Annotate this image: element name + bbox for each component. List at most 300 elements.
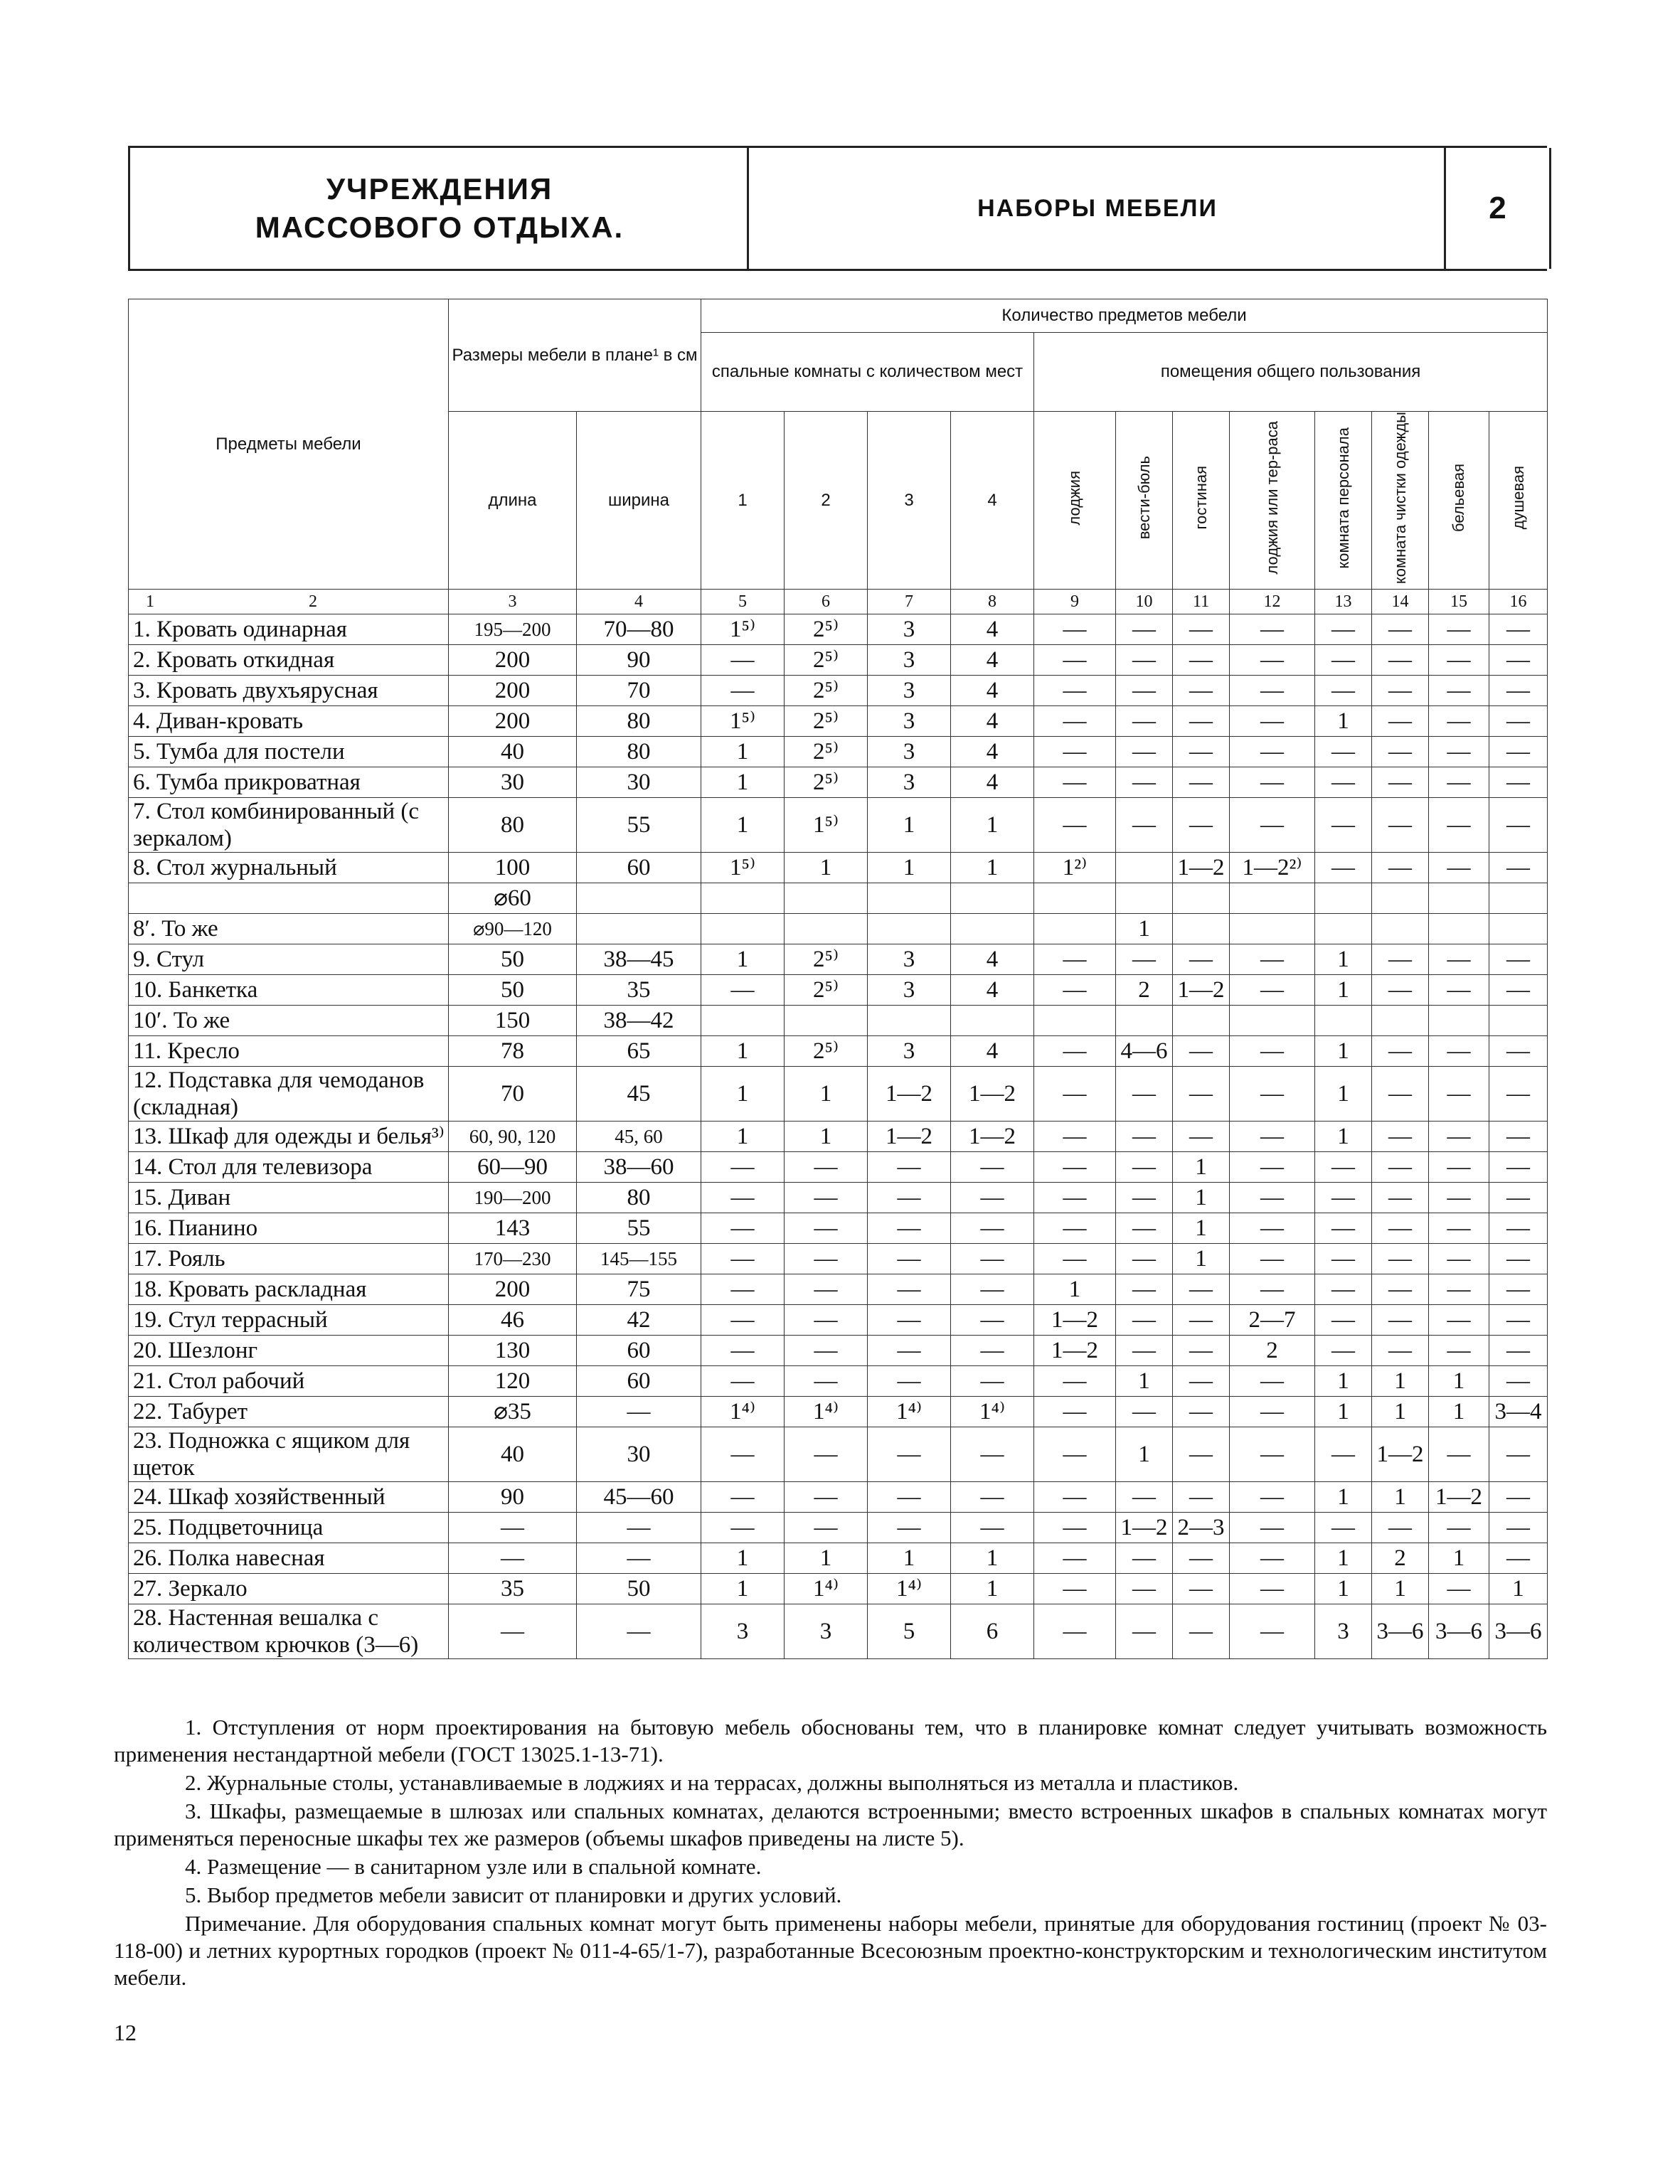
column-number: 12	[1230, 590, 1315, 614]
table-cell	[1034, 883, 1116, 914]
table-cell: —	[577, 1604, 701, 1659]
table-cell: —	[785, 1305, 868, 1336]
table-cell: —	[701, 1482, 785, 1513]
table-cell	[1372, 914, 1429, 944]
table-cell: —	[701, 975, 785, 1006]
table-cell	[1116, 853, 1173, 883]
table-cell: —	[785, 1152, 868, 1183]
header-sheet-number: 2	[1444, 148, 1551, 269]
table-cell: —	[1173, 1543, 1230, 1574]
table-cell: —	[1429, 1244, 1489, 1274]
table-cell: —	[1429, 1336, 1489, 1366]
table-cell: 60	[577, 1366, 701, 1397]
table-cell: —	[1034, 767, 1116, 798]
bed-col-1: 1	[701, 412, 785, 590]
table-cell: 200	[449, 706, 577, 737]
table-body	[129, 614, 1548, 1659]
table-cell: —	[1315, 767, 1372, 798]
table-cell: —	[701, 1213, 785, 1244]
table-cell	[785, 914, 868, 944]
table-cell: —	[1034, 1366, 1116, 1397]
table-row	[129, 1122, 1548, 1152]
furniture-name: 2. Кровать откидная	[129, 645, 449, 676]
table-cell: —	[1173, 645, 1230, 676]
table-cell	[1489, 914, 1548, 944]
table-cell: —	[1489, 1274, 1548, 1305]
table-cell: —	[1489, 1513, 1548, 1543]
table-cell: —	[1230, 614, 1315, 645]
bed-col-2: 2	[785, 412, 868, 590]
column-number: 10	[1116, 590, 1173, 614]
table-cell: —	[1116, 1397, 1173, 1427]
table-cell: 70—80	[577, 614, 701, 645]
table-cell: —	[951, 1336, 1034, 1366]
table-cell: —	[1116, 706, 1173, 737]
table-row	[129, 1274, 1548, 1305]
table-cell: —	[1429, 944, 1489, 975]
table-cell: —	[1116, 1274, 1173, 1305]
table-cell: —	[1429, 1152, 1489, 1183]
table-cell: 45, 60	[577, 1122, 701, 1152]
table-cell: 130	[449, 1336, 577, 1366]
table-cell: —	[1372, 1305, 1429, 1336]
table-row	[129, 798, 1548, 853]
table-cell: —	[1116, 944, 1173, 975]
table-cell: —	[1429, 1574, 1489, 1604]
table-cell: —	[1034, 1543, 1116, 1574]
table-cell: 3	[785, 1604, 868, 1659]
table-cell	[951, 914, 1034, 944]
table-cell: —	[1034, 944, 1116, 975]
table-cell: —	[1429, 1427, 1489, 1482]
table-cell	[1315, 1006, 1372, 1036]
table-cell: —	[868, 1305, 951, 1336]
table-row	[129, 706, 1548, 737]
table-cell: —	[701, 1183, 785, 1213]
bed-col-4: 4	[951, 412, 1034, 590]
table-cell: —	[1230, 1122, 1315, 1152]
table-cell	[1489, 1006, 1548, 1036]
table-cell: —	[1230, 676, 1315, 706]
table-cell: —	[1034, 706, 1116, 737]
table-cell: —	[1372, 853, 1429, 883]
page-number: 12	[114, 2020, 137, 2045]
table-cell: 30	[577, 767, 701, 798]
table-cell: —	[1429, 737, 1489, 767]
table-cell: —	[1034, 975, 1116, 1006]
table-cell: 1	[1315, 1067, 1372, 1122]
table-cell: 200	[449, 676, 577, 706]
footnotes	[114, 1714, 1547, 1993]
table-cell: 150	[449, 1006, 577, 1036]
table-cell: 2	[1230, 1336, 1315, 1366]
furniture-name: 18. Кровать раскладная	[129, 1274, 449, 1305]
table-cell: 1	[1315, 1574, 1372, 1604]
table-cell	[1230, 1006, 1315, 1036]
table-cell: 1	[1489, 1574, 1548, 1604]
table-cell: 2—7	[1230, 1305, 1315, 1336]
table-cell: —	[1230, 1513, 1315, 1543]
table-cell	[577, 883, 701, 914]
table-cell: —	[1034, 1427, 1116, 1482]
table-cell: 1	[701, 1067, 785, 1122]
table-cell: —	[1429, 853, 1489, 883]
table-cell: 1	[868, 853, 951, 883]
table-cell: —	[1372, 1244, 1429, 1274]
table-cell: —	[785, 1274, 868, 1305]
table-row	[129, 1482, 1548, 1513]
table-cell: 1	[1372, 1574, 1429, 1604]
page-header	[128, 146, 1547, 271]
table-cell	[785, 883, 868, 914]
table-cell	[1034, 914, 1116, 944]
table-cell: —	[1173, 798, 1230, 853]
table-cell: 80	[577, 1183, 701, 1213]
table-row	[129, 1036, 1548, 1067]
table-cell: —	[1034, 1397, 1116, 1427]
table-cell: 2⁵⁾	[785, 767, 868, 798]
table-cell: —	[1173, 706, 1230, 737]
width-header: ширина	[577, 412, 701, 590]
table-cell: —	[701, 1244, 785, 1274]
furniture-name: 17. Рояль	[129, 1244, 449, 1274]
public-col-lounge: гостиная	[1191, 466, 1210, 530]
table-cell: 1²⁾	[1034, 853, 1116, 883]
table-cell: 4	[951, 1036, 1034, 1067]
table-cell: 1	[1116, 1366, 1173, 1397]
table-cell: 4	[951, 737, 1034, 767]
table-cell: 1	[785, 1067, 868, 1122]
table-cell: 1⁵⁾	[701, 614, 785, 645]
table-cell: 1	[701, 737, 785, 767]
table-cell: —	[1116, 798, 1173, 853]
table-cell: —	[1034, 798, 1116, 853]
table-cell: —	[701, 1366, 785, 1397]
table-cell: —	[1230, 1482, 1315, 1513]
table-cell: 1	[701, 1122, 785, 1152]
table-cell	[1230, 914, 1315, 944]
table-cell: 1—2	[1116, 1513, 1173, 1543]
table-cell: 1	[1173, 1152, 1230, 1183]
table-cell: 42	[577, 1305, 701, 1336]
table-cell: —	[1230, 1036, 1315, 1067]
table-row	[129, 614, 1548, 645]
column-number: 9	[1034, 590, 1116, 614]
table-cell: —	[1372, 1152, 1429, 1183]
table-cell: 1	[1372, 1482, 1429, 1513]
table-cell: 1	[1429, 1397, 1489, 1427]
table-cell: 1	[701, 1574, 785, 1604]
furniture-name: 26. Полка навесная	[129, 1543, 449, 1574]
table-row	[129, 1067, 1548, 1122]
table-cell: 50	[577, 1574, 701, 1604]
table-cell: —	[1372, 1336, 1429, 1366]
table-cell: —	[1230, 1067, 1315, 1122]
table-cell: —	[1034, 676, 1116, 706]
table-cell: —	[785, 1244, 868, 1274]
table-cell: —	[1230, 1604, 1315, 1659]
table-cell: —	[1116, 1183, 1173, 1213]
table-cell: 1—2	[1034, 1305, 1116, 1336]
table-row	[129, 914, 1548, 944]
furniture-name: 21. Стол рабочий	[129, 1366, 449, 1397]
table-cell: —	[1116, 1244, 1173, 1274]
furniture-name: 28. Настенная вешалка с количеством крючков (3—6)	[129, 1604, 449, 1659]
table-cell: —	[1489, 1183, 1548, 1213]
table-cell: —	[1429, 1274, 1489, 1305]
table-cell: —	[1034, 1183, 1116, 1213]
column-number: 7	[868, 590, 951, 614]
table-cell: 60, 90, 120	[449, 1122, 577, 1152]
table-cell: 1	[1315, 706, 1372, 737]
table-cell: 1	[1173, 1183, 1230, 1213]
table-cell: 70	[449, 1067, 577, 1122]
table-cell: 80	[577, 737, 701, 767]
table-cell: 100	[449, 853, 577, 883]
furniture-name: 23. Подножка с ящиком для щеток	[129, 1427, 449, 1482]
table-cell: —	[785, 1482, 868, 1513]
table-cell: —	[1372, 737, 1429, 767]
table-cell: 1	[785, 1122, 868, 1152]
table-cell: 1	[951, 1574, 1034, 1604]
table-cell: —	[1315, 1244, 1372, 1274]
table-cell: —	[577, 1543, 701, 1574]
table-cell: 1	[868, 1543, 951, 1574]
table-cell: 55	[577, 1213, 701, 1244]
table-cell: —	[1489, 853, 1548, 883]
table-cell: —	[1429, 1183, 1489, 1213]
furniture-name: 24. Шкаф хозяйственный	[129, 1482, 449, 1513]
furniture-name: 14. Стол для телевизора	[129, 1152, 449, 1183]
table-cell: 90	[577, 645, 701, 676]
table-cell: —	[701, 1427, 785, 1482]
table-cell: —	[1315, 1427, 1372, 1482]
table-cell: —	[1034, 1244, 1116, 1274]
column-numbers-row	[129, 590, 1548, 614]
column-number: 1	[146, 592, 154, 612]
table-cell: —	[951, 1305, 1034, 1336]
table-cell: —	[1372, 706, 1429, 737]
table-cell: —	[577, 1397, 701, 1427]
table-cell: 2⁵⁾	[785, 975, 868, 1006]
table-cell: —	[1034, 1574, 1116, 1604]
table-cell: —	[701, 1513, 785, 1543]
table-cell	[868, 914, 951, 944]
bed-col-3: 3	[868, 412, 951, 590]
table-cell: 90	[449, 1482, 577, 1513]
table-cell: 4	[951, 975, 1034, 1006]
table-cell: —	[868, 1482, 951, 1513]
table-cell: 1⁴⁾	[785, 1397, 868, 1427]
table-cell: —	[1230, 1574, 1315, 1604]
table-cell: —	[1372, 645, 1429, 676]
table-cell: —	[868, 1336, 951, 1366]
table-cell: 1—2²⁾	[1230, 853, 1315, 883]
table-cell: 5	[868, 1604, 951, 1659]
table-cell: —	[785, 1366, 868, 1397]
table-cell: 1	[1372, 1366, 1429, 1397]
table-row	[129, 883, 1548, 914]
table-cell: —	[868, 1213, 951, 1244]
table-cell	[1429, 883, 1489, 914]
table-cell: —	[1372, 1067, 1429, 1122]
table-cell: —	[868, 1513, 951, 1543]
table-cell: 1	[1116, 1427, 1173, 1482]
table-cell: —	[951, 1183, 1034, 1213]
table-cell: 2—3	[1173, 1513, 1230, 1543]
table-cell: 1	[951, 1543, 1034, 1574]
table-cell: —	[1173, 1574, 1230, 1604]
table-cell: —	[1372, 1122, 1429, 1152]
table-cell: —	[1116, 614, 1173, 645]
table-row	[129, 1006, 1548, 1036]
sizes-header: Размеры мебели в плане¹ в см	[449, 299, 701, 412]
furniture-name: 8. Стол журнальный	[129, 853, 449, 883]
table-cell: —	[951, 1213, 1034, 1244]
table-cell: —	[1116, 1067, 1173, 1122]
table-cell: —	[1116, 737, 1173, 767]
table-cell: —	[1372, 614, 1429, 645]
table-cell: —	[701, 1336, 785, 1366]
table-cell: 1	[1315, 1543, 1372, 1574]
table-cell: —	[1116, 645, 1173, 676]
table-row	[129, 1244, 1548, 1274]
table-cell: 60	[577, 1336, 701, 1366]
table-cell: —	[1489, 1427, 1548, 1482]
furniture-table	[128, 299, 1548, 1659]
table-cell: 1	[701, 944, 785, 975]
table-cell: 1	[1315, 944, 1372, 975]
table-cell: —	[1489, 1482, 1548, 1513]
footnote: 3. Шкафы, размещаемые в шлюзах или спальных комнатах, делаются встроенными; вместо встроенных шкафов в спальных комнатах могут применяться переносные шкафы тех же размеров (объемы шкафов приведены на листе 5).	[114, 1799, 1547, 1850]
table-cell: —	[1489, 676, 1548, 706]
table-cell: —	[1230, 1244, 1315, 1274]
table-row	[129, 1305, 1548, 1336]
footnote: 5. Выбор предметов мебели зависит от планировки и других условий.	[185, 1882, 842, 1907]
table-cell	[1173, 914, 1230, 944]
table-cell: —	[449, 1604, 577, 1659]
furniture-name	[129, 883, 449, 914]
table-cell: 46	[449, 1305, 577, 1336]
table-cell: —	[701, 676, 785, 706]
table-cell	[1315, 883, 1372, 914]
table-cell: —	[1429, 767, 1489, 798]
header-title-line1: УЧРЕЖДЕНИЯ	[326, 172, 553, 206]
table-cell: —	[1429, 798, 1489, 853]
table-cell: 145—155	[577, 1244, 701, 1274]
table-cell: —	[1230, 1427, 1315, 1482]
table-cell	[1429, 1006, 1489, 1036]
table-cell: —	[1429, 1305, 1489, 1336]
table-cell	[1116, 1006, 1173, 1036]
table-cell	[951, 1006, 1034, 1036]
table-cell: 3	[868, 737, 951, 767]
table-cell: 1	[785, 853, 868, 883]
table-cell: —	[1116, 1122, 1173, 1152]
table-cell: —	[1315, 737, 1372, 767]
table-cell: 45—60	[577, 1482, 701, 1513]
table-cell: —	[1173, 1366, 1230, 1397]
table-cell	[1116, 883, 1173, 914]
table-cell: —	[1173, 1122, 1230, 1152]
table-cell: 4	[951, 944, 1034, 975]
table-row	[129, 645, 1548, 676]
column-number: 14	[1372, 590, 1429, 614]
table-cell: 3	[868, 1036, 951, 1067]
table-cell: —	[701, 1305, 785, 1336]
table-cell: —	[1230, 1397, 1315, 1427]
table-cell: —	[1116, 1543, 1173, 1574]
table-cell	[577, 914, 701, 944]
table-cell: —	[577, 1513, 701, 1543]
furniture-name: 8′. То же	[129, 914, 449, 944]
table-cell: —	[868, 1366, 951, 1397]
table-cell	[1372, 1006, 1429, 1036]
table-cell: —	[1173, 1336, 1230, 1366]
table-cell: 1	[1173, 1244, 1230, 1274]
table-cell: 4—6	[1116, 1036, 1173, 1067]
furniture-name: 15. Диван	[129, 1183, 449, 1213]
column-number	[129, 590, 449, 614]
table-cell: 1	[1315, 1366, 1372, 1397]
table-cell: —	[785, 1213, 868, 1244]
table-cell: —	[951, 1366, 1034, 1397]
table-cell: —	[1372, 1036, 1429, 1067]
public-col-linen: бельевая	[1450, 464, 1468, 533]
table-row	[129, 1336, 1548, 1366]
table-cell	[1372, 883, 1429, 914]
table-row	[129, 1574, 1548, 1604]
table-cell: 1—2	[1372, 1427, 1429, 1482]
table-cell	[1429, 914, 1489, 944]
table-cell: —	[1116, 676, 1173, 706]
table-cell: 1—2	[1173, 853, 1230, 883]
table-cell: 3	[868, 975, 951, 1006]
table-cell: —	[1116, 1604, 1173, 1659]
table-cell: —	[1429, 975, 1489, 1006]
table-cell: 1	[701, 798, 785, 853]
furniture-name: 22. Табурет	[129, 1397, 449, 1427]
table-cell: 1⁴⁾	[951, 1397, 1034, 1427]
table-cell	[868, 1006, 951, 1036]
table-cell: 4	[951, 706, 1034, 737]
table-cell	[785, 1006, 868, 1036]
table-cell: 75	[577, 1274, 701, 1305]
table-cell: —	[1372, 1213, 1429, 1244]
table-cell: 65	[577, 1036, 701, 1067]
furniture-name: 3. Кровать двухъярусная	[129, 676, 449, 706]
table-cell: 1	[1429, 1543, 1489, 1574]
furniture-name: 9. Стул	[129, 944, 449, 975]
table-cell: 200	[449, 1274, 577, 1305]
table-row	[129, 1213, 1548, 1244]
table-cell: —	[1315, 1213, 1372, 1244]
table-cell: —	[1173, 737, 1230, 767]
column-number: 15	[1429, 590, 1489, 614]
table-cell: —	[868, 1427, 951, 1482]
table-cell: —	[1230, 1366, 1315, 1397]
public-col-staff: комната персонала	[1334, 427, 1352, 569]
table-cell: —	[785, 1336, 868, 1366]
table-cell: 6	[951, 1604, 1034, 1659]
table-cell: —	[1372, 798, 1429, 853]
column-number: 4	[577, 590, 701, 614]
table-row	[129, 1513, 1548, 1543]
table-cell: —	[1116, 1574, 1173, 1604]
length-header: длина	[449, 412, 577, 590]
table-cell	[1173, 1006, 1230, 1036]
table-cell: 1	[951, 853, 1034, 883]
